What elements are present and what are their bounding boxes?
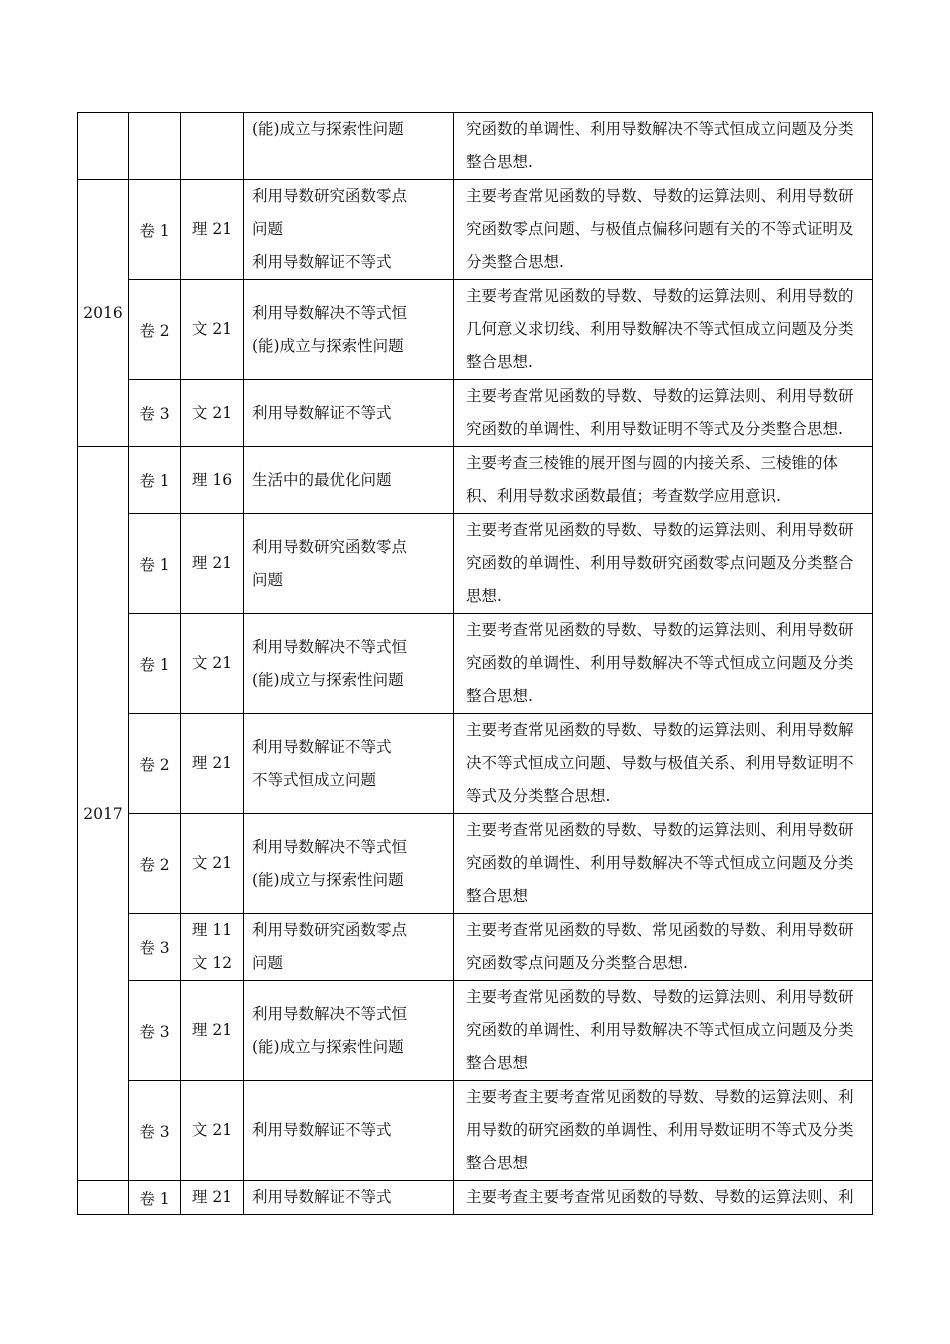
description-cell — [454, 1081, 873, 1181]
table-row — [78, 714, 873, 814]
topic-line: 利用导数解证不等式 — [252, 1188, 392, 1206]
question-cell — [181, 814, 244, 914]
table-row — [78, 614, 873, 714]
topic-cell — [244, 514, 454, 614]
question-cell — [181, 113, 244, 180]
exam-analysis-table — [77, 112, 873, 1215]
question-line: 文 21 — [191, 854, 233, 872]
topic-line: 利用导数解决不等式恒 — [252, 837, 408, 856]
topic-line: (能)成立与探索性问题 — [252, 670, 404, 689]
description-line: 整合思想. — [466, 153, 533, 171]
description-cell — [454, 180, 873, 280]
question-cell — [181, 447, 244, 514]
description-line: 等式及分类整合思想. — [466, 787, 611, 805]
topic-line: 问题 — [252, 954, 284, 972]
question-cell — [181, 514, 244, 614]
description-line: 究函数零点问题及分类整合思想. — [466, 954, 688, 972]
description-line: 究函数的单调性、利用导数解决不等式恒成立问题及分类 — [466, 854, 854, 872]
topic-line: 利用导数解决不等式恒 — [252, 303, 408, 322]
description-line: 整合思想 — [466, 1154, 529, 1172]
paper-cell: 卷 1 — [129, 180, 181, 280]
question-line: 理 11 — [191, 921, 233, 939]
question-line: 理 21 — [191, 754, 233, 772]
topic-line: 利用导数解证不等式 — [252, 253, 392, 271]
topic-cell — [244, 280, 454, 380]
question-cell — [181, 614, 244, 714]
topic-line: 不等式恒成立问题 — [252, 770, 377, 789]
topic-line: 利用导数解证不等式 — [252, 1121, 392, 1139]
table-row — [78, 981, 873, 1081]
topic-line: (能)成立与探索性问题 — [252, 1037, 404, 1056]
description-line: 用导数的研究函数的单调性、利用导数证明不等式及分类 — [466, 1121, 854, 1139]
description-line: 主要考查三棱锥的展开图与圆的内接关系、三棱锥的体 — [466, 454, 839, 472]
topic-line: 利用导数解决不等式恒 — [252, 1004, 408, 1023]
description-line: 究函数的单调性、利用导数证明不等式及分类整合思想. — [466, 420, 843, 438]
description-cell — [454, 280, 873, 380]
question-cell — [181, 380, 244, 447]
table-row — [78, 814, 873, 914]
table-row — [78, 914, 873, 981]
table-row — [78, 380, 873, 447]
topic-cell — [244, 814, 454, 914]
question-line: 理 16 — [191, 470, 233, 489]
description-line: 主要考查常见函数的导数、常见函数的导数、利用导数研 — [466, 921, 854, 939]
description-cell — [454, 981, 873, 1081]
paper-cell: 卷 2 — [129, 280, 181, 380]
paper-cell: 卷 2 — [129, 714, 181, 814]
description-cell — [454, 814, 873, 914]
paper-cell: 卷 1 — [129, 614, 181, 714]
topic-line: 利用导数研究函数零点 — [252, 921, 408, 939]
question-cell — [181, 280, 244, 380]
description-line: 主要考查常见函数的导数、导数的运算法则、利用导数解 — [466, 721, 854, 739]
topic-line: 问题 — [252, 570, 284, 589]
table-row — [78, 1181, 873, 1215]
question-cell — [181, 1081, 244, 1181]
description-cell — [454, 514, 873, 614]
question-cell — [181, 714, 244, 814]
paper-cell — [129, 113, 181, 180]
topic-cell — [244, 714, 454, 814]
year-cell — [78, 113, 129, 180]
description-cell — [454, 1181, 873, 1215]
question-line: 理 21 — [191, 220, 233, 238]
description-line: 几何意义求切线、利用导数解决不等式恒成立问题及分类 — [466, 320, 854, 338]
question-line: 文 21 — [191, 1121, 233, 1139]
topic-line: (能)成立与探索性问题 — [252, 870, 404, 889]
table-row — [78, 447, 873, 514]
topic-line: 利用导数研究函数零点 — [252, 537, 408, 556]
description-line: 究函数的单调性、利用导数研究函数零点问题及分类整合 — [466, 554, 854, 572]
year-cell: 2017 — [78, 447, 129, 1181]
description-cell — [454, 113, 873, 180]
table-row — [78, 180, 873, 280]
description-cell — [454, 614, 873, 714]
description-line: 主要考查常见函数的导数、导数的运算法则、利用导数研 — [466, 621, 854, 639]
description-cell — [454, 714, 873, 814]
question-line: 文 21 — [191, 654, 233, 672]
topic-cell — [244, 113, 454, 180]
topic-line: 生活中的最优化问题 — [252, 470, 392, 489]
description-line: 主要考查常见函数的导数、导数的运算法则、利用导数研 — [466, 821, 854, 839]
table-row — [78, 514, 873, 614]
topic-cell — [244, 447, 454, 514]
topic-line: (能)成立与探索性问题 — [252, 120, 404, 138]
topic-cell — [244, 1081, 454, 1181]
topic-line: 利用导数研究函数零点 — [252, 187, 408, 205]
table-row — [78, 1081, 873, 1181]
description-line: 究函数的单调性、利用导数解决不等式恒成立问题及分类 — [466, 1021, 854, 1039]
description-line: 思想. — [466, 587, 502, 605]
question-cell — [181, 914, 244, 981]
paper-cell: 卷 2 — [129, 814, 181, 914]
paper-cell: 卷 3 — [129, 914, 181, 981]
description-line: 主要考查常见函数的导数、导数的运算法则、利用导数研 — [466, 187, 854, 205]
year-cell — [78, 1181, 129, 1215]
description-line: 主要考查常见函数的导数、导数的运算法则、利用导数研 — [466, 988, 854, 1006]
paper-cell: 卷 3 — [129, 981, 181, 1081]
topic-cell — [244, 981, 454, 1081]
description-cell — [454, 380, 873, 447]
topic-cell — [244, 614, 454, 714]
paper-cell: 卷 1 — [129, 447, 181, 514]
description-line: 整合思想 — [466, 887, 529, 905]
table-row — [78, 280, 873, 380]
paper-cell: 卷 1 — [129, 514, 181, 614]
topic-line: 利用导数解证不等式 — [252, 737, 392, 756]
description-cell — [454, 447, 873, 514]
topic-line: 问题 — [252, 220, 284, 238]
topic-cell — [244, 180, 454, 280]
description-line: 究函数的单调性、利用导数解决不等式恒成立问题及分类 — [466, 120, 854, 138]
table-row — [78, 113, 873, 180]
topic-cell — [244, 380, 454, 447]
description-line: 整合思想 — [466, 1054, 529, 1072]
description-line: 积、利用导数求函数最值；考查数学应用意识. — [466, 487, 781, 505]
question-line: 理 21 — [191, 1021, 233, 1039]
description-line: 主要考查常见函数的导数、导数的运算法则、利用导数的 — [466, 287, 854, 305]
description-line: 分类整合思想. — [466, 253, 564, 271]
question-cell — [181, 180, 244, 280]
question-cell — [181, 1181, 244, 1215]
question-line: 文 21 — [191, 403, 233, 422]
description-line: 究函数的单调性、利用导数解决不等式恒成立问题及分类 — [466, 654, 854, 672]
topic-line: (能)成立与探索性问题 — [252, 336, 404, 355]
question-line: 文 21 — [191, 320, 233, 338]
topic-line: 利用导数解证不等式 — [252, 403, 392, 422]
description-line: 主要考查主要考查常见函数的导数、导数的运算法则、利 — [466, 1188, 854, 1206]
description-line: 整合思想. — [466, 353, 533, 371]
paper-cell: 卷 3 — [129, 380, 181, 447]
description-line: 决不等式恒成立问题、导数与极值关系、利用导数证明不 — [466, 754, 854, 772]
year-cell: 2016 — [78, 180, 129, 447]
description-line: 主要考查主要考查常见函数的导数、导数的运算法则、利 — [466, 1088, 854, 1106]
question-line: 理 21 — [191, 1188, 233, 1206]
question-line: 文 12 — [191, 954, 233, 972]
paper-cell: 卷 3 — [129, 1081, 181, 1181]
description-line: 主要考查常见函数的导数、导数的运算法则、利用导数研 — [466, 521, 854, 539]
topic-cell — [244, 914, 454, 981]
description-cell — [454, 914, 873, 981]
topic-cell — [244, 1181, 454, 1215]
paper-cell: 卷 1 — [129, 1181, 181, 1215]
question-line: 理 21 — [191, 554, 233, 572]
question-cell — [181, 981, 244, 1081]
description-line: 整合思想. — [466, 687, 533, 705]
topic-line: 利用导数解决不等式恒 — [252, 637, 408, 656]
description-line: 主要考查常见函数的导数、导数的运算法则、利用导数研 — [466, 387, 854, 405]
description-line: 究函数零点问题、与极值点偏移问题有关的不等式证明及 — [466, 220, 854, 238]
